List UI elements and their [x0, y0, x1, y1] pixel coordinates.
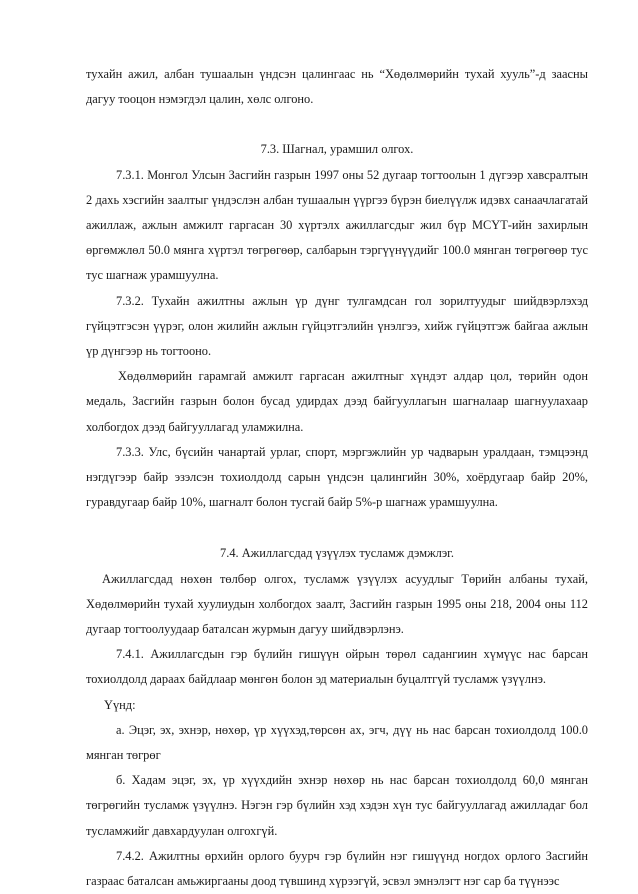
section-heading-7-3: 7.3. Шагнал, урамшил олгох. — [260, 142, 414, 157]
paragraph-item-b: б. Хадам эцэг, эх, үр хүүхдийн эхнэр нөхөр нь нас барсан тохиолдолд 60,0 мянган төгрөгийн тусламж үзүүлнэ. Нэгэн гэр бүлийн хэд хэдэн хүн тус байгууллагад ажилладаг бол тусламжийг давхардуулан олгохгүй. — [86, 773, 588, 838]
paragraph-7-3-1: 7.3.1. Монгол Улсын Засгийн газрын 1997 оны 52 дугаар тогтоолын 1 дүгээр хавсралтын 2 дахь хэсгийн заалтыг үндэслэн албан тушаалын үүргээ бүрэн биелүүлж идэвх санаачлагатай ажиллаж, ажлын амжилт гаргасан 30 хүртэлх ажиллагсдыг жил бүр МСҮТ-ийн захирлын өргөмжлөл 50.0 мянга хүртэл төгрөгөөр, салбарын тэргүүнүүдийг 100.0 мянган төгрөгөөр тус тус шагнаж урамшуулна. — [86, 167, 588, 283]
section-heading-7-4: 7.4. Ажиллагсдад үзүүлэх тусламж дэмжлэг. — [220, 546, 454, 561]
paragraph-namely: Үүнд: — [104, 697, 136, 712]
paragraph-7-4-1: 7.4.1. Ажиллагсдын гэр бүлийн гишүүн ойрын төрөл садангиин хүмүүс нас барсан тохиолдолд дараах байдлаар мөнгөн болон эд материалын буцалтгүй тусламж үзүүлнэ. — [86, 647, 588, 687]
paragraph-item-a: а. Эцэг, эх, эхнэр, нөхөр, үр хүүхэд,төрсөн ах, эгч, дүү нь нас барсан тохиолдолд 100.0 мянган төгрөг — [86, 722, 588, 763]
paragraph-assistance-intro: Ажиллагсдад нөхөн төлбөр олгох, тусламж үзүүлэх асуудлыг Төрийн албаны тухай, Хөдөлмөрийн тухай хуулиудын холбогдох заалт, Засгийн газрын 1995 оны 218, 2004 оны 112 дугаар тогтоолуудаар баталсан журмын дагуу шийдвэрлэнэ. — [86, 571, 588, 637]
paragraph-7-4-2: 7.4.2. Ажилтны өрхийн орлого буурч гэр бүлийн нэг гишүүнд ногдох орлого Засгийн газраас баталсан амьжиргааны доод түвшинд хүрээгүй, эсвэл эмнэлэгт нэг сар ба түүнээс — [86, 848, 588, 889]
paragraph-7-3-3: 7.3.3. Улс, бүсийн чанартай урлаг, спорт, мэргэжлийн ур чадварын уралдаан, тэмцээнд нэгдүгээр байр эзэлсэн тохиолдолд сарын үндсэн цалингийн 30%, хоёрдугаар байр 20%, гуравдугаар байр 10%, шагналт болон тусгай байр 5%-р шагнаж урамшуулна. — [86, 444, 588, 510]
paragraph-intro-continuation: тухайн ажил, албан тушаалын үндсэн цалингаас нь “Хөдөлмөрийн тухай хууль”-д заасны дагуу тооцон нэмэгдэл цалин, хөлс олгоно. — [86, 67, 588, 107]
paragraph-honors: Хөдөлмөрийн гарамгай амжилт гаргасан ажилтныг хүндэт алдар цол, төрийн одон медаль, Засгийн газрын болон бусад удирдах дээд байгууллагын шагналаар шагнуулахаар холбогдох дээд байгууллагад уламжилна. — [86, 369, 588, 434]
paragraph-7-3-2: 7.3.2. Тухайн ажилтны ажлын үр дүнг тулгамдсан гол зорилтуудыг шийдвэрлэхэд гүйцэтгэсэн үүрэг, олон жилийн ажлын гүйцэтгэлийн үнэлгээ, хийж гүйцэтгэж байгаа ажлын үр дүнгээр нь тогтооно. — [86, 293, 588, 359]
